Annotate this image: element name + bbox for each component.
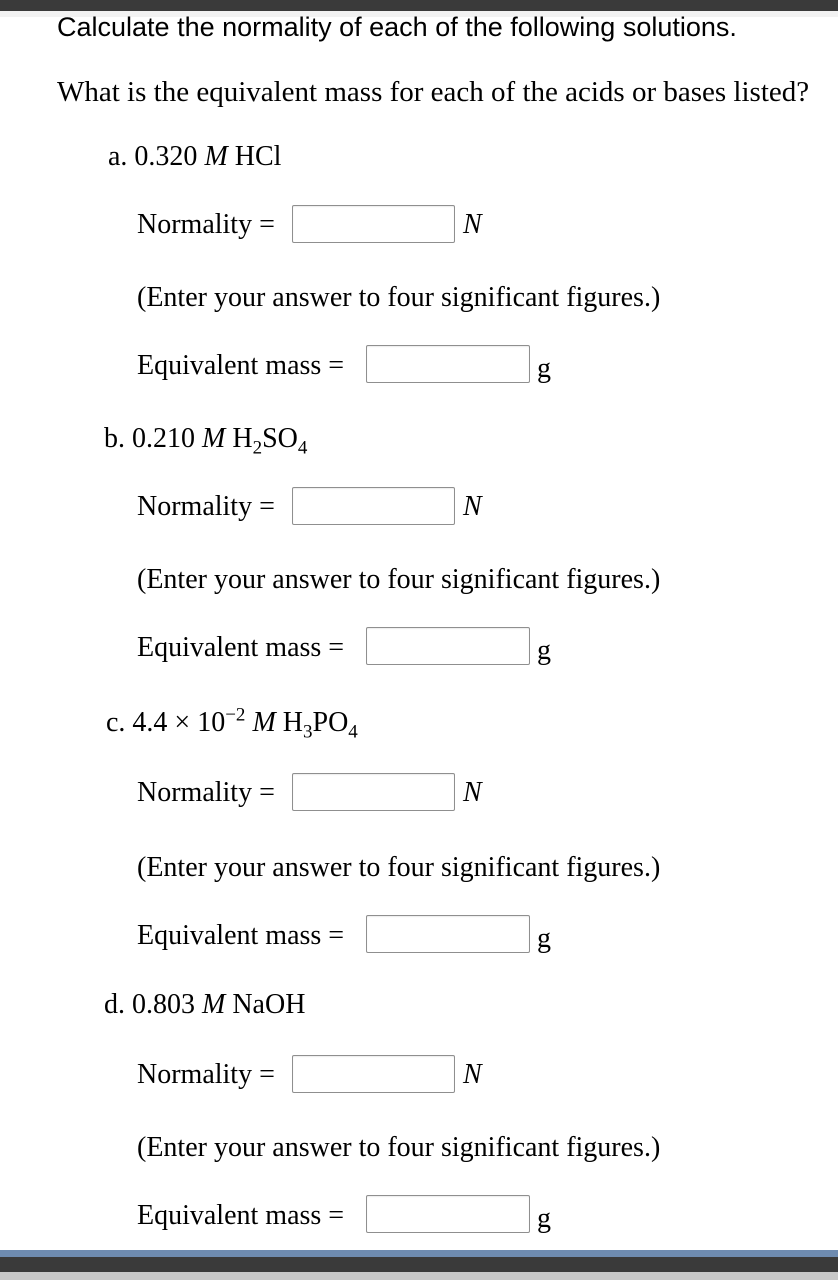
part-a-eq-mass-unit: g xyxy=(537,353,551,384)
part-a-label: a. 0.320 M HCl xyxy=(108,141,282,172)
part-a-eq-mass-input[interactable] xyxy=(366,345,530,383)
part-d-normality-input[interactable] xyxy=(292,1055,455,1093)
part-c-eq-mass-input[interactable] xyxy=(366,915,530,953)
window-bottom-strip xyxy=(0,1272,838,1280)
part-a-normality-label: Normality = xyxy=(137,209,275,240)
part-a-normality-input[interactable] xyxy=(292,205,455,243)
part-b-sigfig-note: (Enter your answer to four significant figures.) xyxy=(137,564,661,595)
part-a-eq-mass-label: Equivalent mass = xyxy=(137,350,345,381)
part-d-sigfig-note: (Enter your answer to four significant figures.) xyxy=(137,1132,661,1163)
part-d-normality-label: Normality = xyxy=(137,1059,275,1090)
part-c-eq-mass-label: Equivalent mass = xyxy=(137,920,345,951)
part-a-normality-unit: N xyxy=(463,209,482,240)
part-b-normality-unit: N xyxy=(463,491,482,522)
question-line-2: What is the equivalent mass for each of the acids or bases listed? xyxy=(57,76,810,108)
part-d-label: d. 0.803 M NaOH xyxy=(104,989,306,1020)
part-c-normality-label: Normality = xyxy=(137,777,275,808)
window-top-bar xyxy=(0,0,838,11)
part-b-label: b. 0.210 M $H_2SO_4$ xyxy=(104,423,308,459)
part-b-normality-label: Normality = xyxy=(137,491,275,522)
part-d-eq-mass-unit: g xyxy=(537,1203,551,1234)
part-c-sigfig-note: (Enter your answer to four significant figures.) xyxy=(137,852,661,883)
part-b-eq-mass-unit: g xyxy=(537,635,551,666)
part-a-sigfig-note: (Enter your answer to four significant figures.) xyxy=(137,282,661,313)
window-bottom-accent xyxy=(0,1250,838,1257)
part-c-label: c. $4.4 \times 10^{-2}$ M $H_3PO_4$ xyxy=(106,704,358,743)
part-c-normality-input[interactable] xyxy=(292,773,455,811)
part-b-eq-mass-input[interactable] xyxy=(366,627,530,665)
part-b-normality-input[interactable] xyxy=(292,487,455,525)
part-d-eq-mass-label: Equivalent mass = xyxy=(137,1200,345,1231)
part-d-eq-mass-input[interactable] xyxy=(366,1195,530,1233)
part-c-eq-mass-unit: g xyxy=(537,923,551,954)
part-b-eq-mass-label: Equivalent mass = xyxy=(137,632,345,663)
question-line-1: Calculate the normality of each of the following solutions. xyxy=(57,12,737,42)
part-c-normality-unit: N xyxy=(463,777,482,808)
part-d-normality-unit: N xyxy=(463,1059,482,1090)
